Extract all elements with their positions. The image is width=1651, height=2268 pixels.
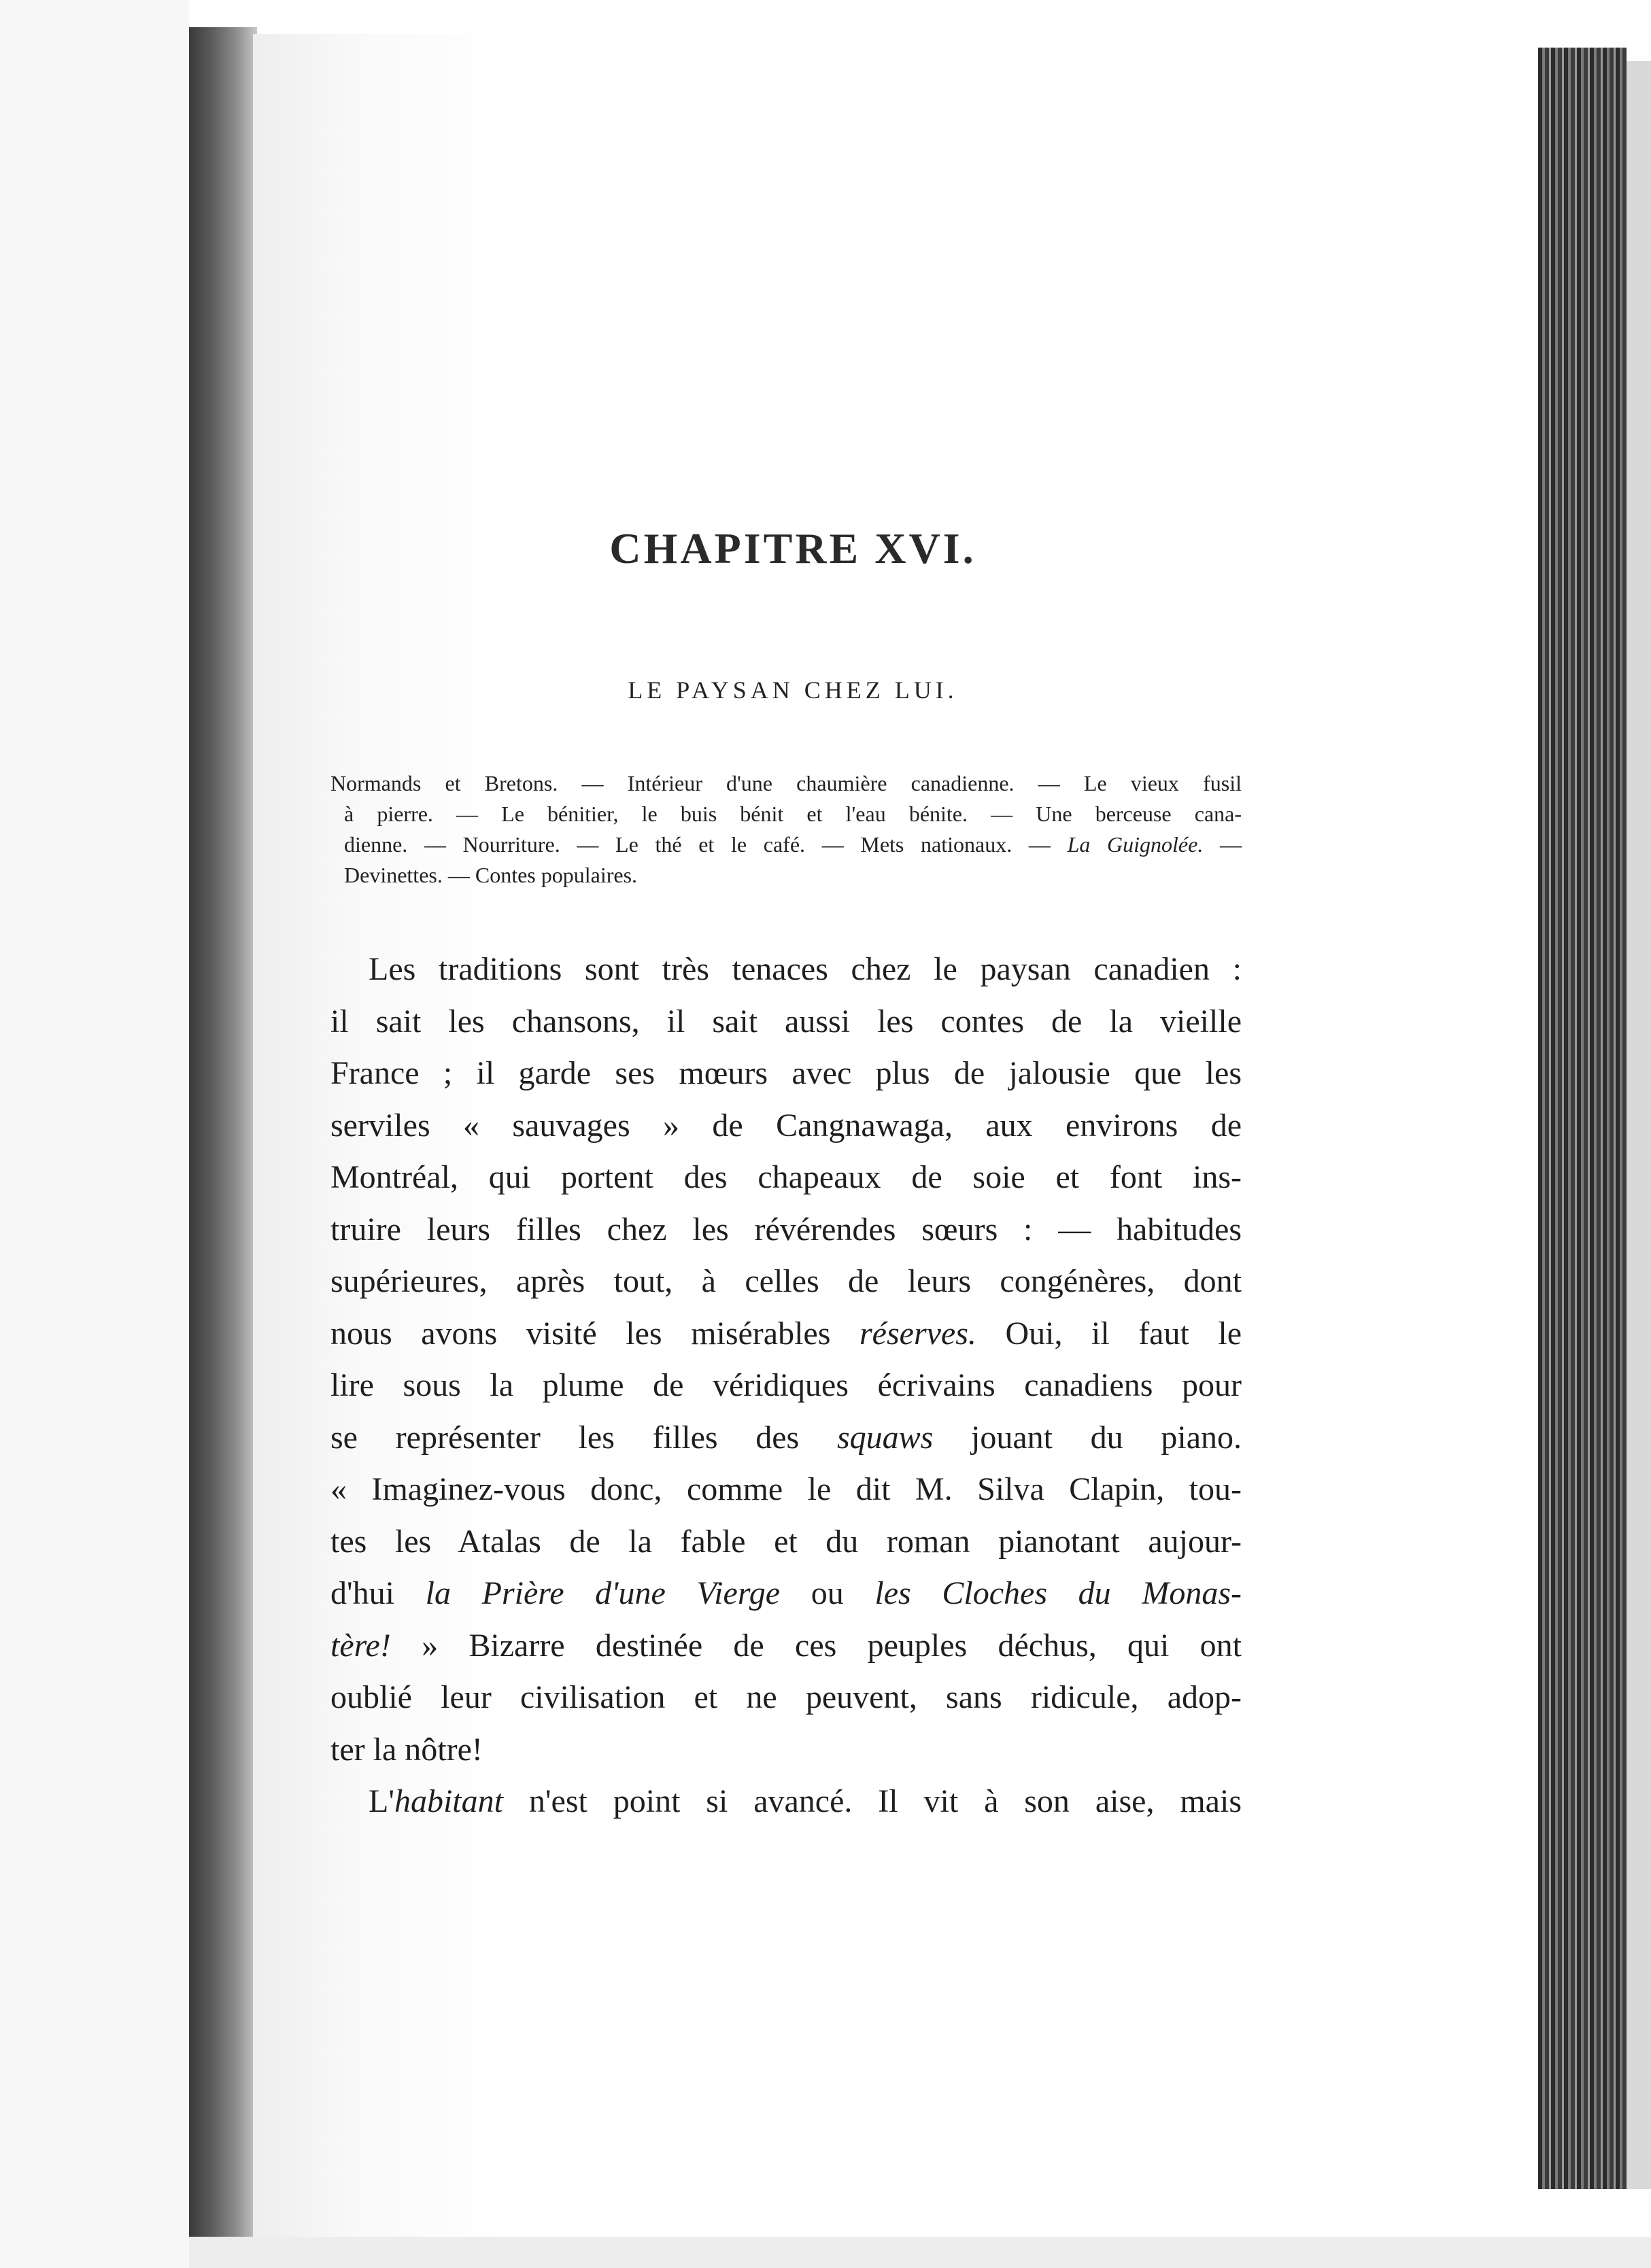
bottom-margin (189, 2237, 1651, 2268)
text-line: ter la nôtre! (330, 1731, 483, 1768)
chapter-title: CHAPITRE XVI. (609, 524, 976, 572)
chapter-subtitle: LE PAYSAN CHEZ LUI. (628, 676, 958, 704)
text-line: « Imaginez-vous donc, comme le dit M. Silva Clapin, tou- (330, 1471, 1242, 1507)
text-line: tes les Atalas de la fable et du roman pianotant aujour- (330, 1523, 1242, 1560)
text-segment: n'est point si avancé. Il vit à son aise, mais (503, 1783, 1242, 1819)
text-line: serviles « sauvages » de Cangnawaga, aux environs de (330, 1107, 1242, 1144)
text-line (330, 1308, 1242, 1360)
text-line: supérieures, après tout, à celles de leurs congénères, dont (330, 1263, 1242, 1299)
italic-term: squaws (836, 1419, 934, 1456)
summary-italic: La Guignolée. (1067, 832, 1204, 857)
text-segment: ou (811, 1575, 844, 1611)
text-line: Les traditions sont très tenaces chez le paysan canadien : (369, 951, 1242, 987)
page-edge-stack (1538, 48, 1627, 2189)
text-segment: » Bizarre destinée de ces peuples déchus, qui ont (390, 1627, 1242, 1664)
text-line: il sait les chansons, il sait aussi les contes de la vieille (330, 1003, 1242, 1040)
text-line (330, 1412, 1242, 1464)
text-line: oublié leur civilisation et ne peuvent, sans ridicule, adop- (330, 1679, 1242, 1715)
text-line (330, 1620, 1242, 1672)
text-line: Montréal, qui portent des chapeaux de soie et font ins- (330, 1159, 1242, 1195)
text-line: France ; il garde ses mœurs avec plus de jalousie que les (330, 1055, 1242, 1091)
text-line (330, 1776, 1242, 1828)
text-line: truire leurs filles chez les révérendes sœurs : — habitudes (330, 1211, 1242, 1248)
italic-term: habitant (394, 1783, 503, 1819)
right-margin (1627, 61, 1651, 2189)
italic-term: réserves. (859, 1315, 976, 1352)
text-segment: L' (369, 1783, 394, 1819)
chapter-summary (330, 768, 1242, 891)
summary-line: Devinettes. — Contes populaires. (344, 863, 638, 887)
text-segment: Oui, il faut le (976, 1315, 1242, 1352)
text-segment: jouant du piano. (933, 1419, 1242, 1456)
text-segment: nous avons visité les misérables (330, 1315, 831, 1352)
italic-title: la Prière d'une Vierge (425, 1575, 781, 1611)
italic-title: tère! (330, 1627, 391, 1664)
book-gutter (189, 27, 257, 2250)
summary-line: à pierre. — Le bénitier, le buis bénit et l'eau bénite. — Une berceuse cana- (344, 802, 1242, 826)
summary-line (330, 829, 1242, 860)
italic-title: les Cloches du Monas- (874, 1575, 1242, 1611)
left-page-edge (0, 0, 189, 2268)
text-segment: se représenter les filles des (330, 1419, 800, 1456)
summary-text: dienne. — Nourriture. — Le thé et le café. — Mets nationaux. — (344, 832, 1051, 857)
summary-line: Normands et Bretons. — Intérieur d'une chaumière canadienne. — Le vieux fusil (330, 771, 1242, 795)
summary-text: — (1203, 832, 1242, 857)
page-content (330, 523, 1242, 1828)
text-segment: d'hui (330, 1575, 394, 1611)
text-line (330, 1568, 1242, 1620)
body-text (330, 944, 1242, 1828)
text-line: lire sous la plume de véridiques écrivains canadiens pour (330, 1367, 1242, 1403)
